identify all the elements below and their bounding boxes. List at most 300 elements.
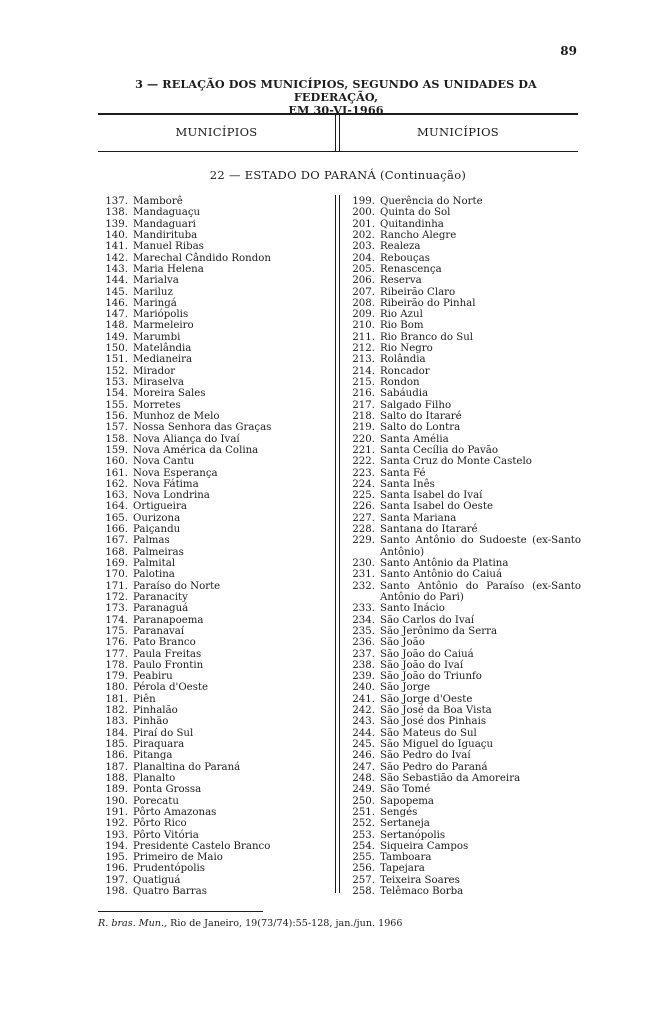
- municipality-name: Sertanópolis: [380, 829, 446, 841]
- municipality-entry: [345, 886, 581, 897]
- municipality-name: Renascença: [380, 263, 442, 275]
- municipality-entry: [98, 750, 330, 761]
- list-column-divider: [335, 195, 340, 893]
- municipality-entry: [345, 762, 581, 773]
- municipality-name: Quatiguá: [133, 874, 181, 886]
- entry-number: 154.: [105, 388, 128, 400]
- entry-number: 139.: [105, 218, 128, 230]
- municipality-entry: [98, 558, 330, 569]
- entry-number: 137.: [105, 196, 128, 207]
- entry-number: 226.: [352, 501, 375, 513]
- entry-number: 176.: [105, 637, 128, 649]
- municipality-entry: [98, 468, 330, 479]
- entry-number: 162.: [105, 478, 128, 490]
- municipality-entry: [345, 626, 581, 637]
- municipality-entry: [345, 264, 581, 275]
- municipality-name: Rondon: [380, 377, 420, 388]
- municipality-entry: [98, 762, 330, 773]
- entry-number: 225.: [352, 490, 375, 502]
- municipality-name: Paula Freitas: [133, 648, 202, 660]
- municipality-entry: [345, 513, 581, 524]
- municipality-entry: [98, 275, 330, 286]
- municipality-name: Presidente Castelo Branco: [133, 840, 271, 852]
- entry-number: 164.: [105, 501, 128, 513]
- municipality-name: Peabiru: [133, 671, 173, 683]
- municipality-entry: [345, 852, 581, 863]
- entry-number: 138.: [105, 207, 128, 219]
- municipality-entry: [345, 818, 581, 829]
- entry-number: 228.: [352, 524, 375, 536]
- municipality-name: Pinhalão: [133, 705, 178, 717]
- municipality-name: Santo Antônio do Sudoeste (ex-Santo Antônio): [380, 535, 581, 558]
- entry-number: 254.: [352, 840, 375, 852]
- municipality-entry: [98, 705, 330, 716]
- column-header-left: MUNICÍPIOS: [175, 125, 258, 139]
- entry-number: 246.: [352, 750, 375, 762]
- entry-number: 168.: [105, 546, 128, 558]
- municipality-name: São João do Ivaí: [380, 659, 464, 671]
- municipality-entry: [345, 682, 581, 693]
- municipality-name: Paranapoema: [133, 614, 204, 626]
- municipality-name: Paranaguá: [133, 603, 189, 615]
- municipality-entry: [98, 671, 330, 682]
- entry-number: 157.: [105, 422, 128, 434]
- municipality-entry: [98, 219, 330, 230]
- municipality-entry: [98, 253, 330, 264]
- municipality-name: Marechal Cândido Rondon: [133, 252, 271, 264]
- entry-number: 186.: [105, 750, 128, 762]
- municipality-entry: [345, 253, 581, 264]
- municipality-entry: [345, 490, 581, 501]
- municipality-entry: [98, 479, 330, 490]
- municipality-entry: [345, 671, 581, 682]
- municipality-name: Santo Antônio da Platina: [380, 558, 509, 569]
- entry-number: 222.: [352, 456, 375, 468]
- municipality-name: Sapopema: [380, 795, 434, 807]
- entry-number: 231.: [352, 569, 375, 581]
- entry-number: 229.: [352, 535, 375, 547]
- entry-number: 163.: [105, 490, 128, 502]
- municipality-entry: [345, 830, 581, 841]
- entry-number: 182.: [105, 705, 128, 717]
- municipality-entry: [345, 332, 581, 343]
- municipality-entry: [345, 615, 581, 626]
- municipality-name: Quinta do Sol: [380, 207, 451, 219]
- entry-number: 250.: [352, 795, 375, 807]
- municipality-name: Planaltina do Paraná: [133, 761, 241, 773]
- municipality-name: Realeza: [380, 241, 421, 253]
- municipality-name: Sertaneja: [380, 818, 430, 830]
- municipality-name: Marialva: [133, 275, 179, 287]
- municipality-name: São Pedro do Ivaí: [380, 750, 471, 762]
- municipality-name: Nova Cantu: [133, 456, 195, 468]
- municipality-name: Roncador: [380, 365, 430, 377]
- municipality-name: Primeiro de Maio: [133, 852, 223, 864]
- municipality-name: Santa Mariana: [380, 512, 457, 524]
- municipality-name: Planalto: [133, 772, 176, 784]
- entry-number: 249.: [352, 784, 375, 796]
- entry-number: 243.: [352, 716, 375, 728]
- entry-number: 257.: [352, 874, 375, 886]
- entry-number: 197.: [105, 874, 128, 886]
- municipality-name: São José da Boa Vista: [380, 705, 492, 717]
- municipality-name: Pôrto Rico: [133, 818, 187, 830]
- municipality-entry: [345, 287, 581, 298]
- municipality-name: Santa Isabel do Ivaí: [380, 490, 483, 502]
- municipality-name: São Jerônimo da Serra: [380, 625, 498, 637]
- entry-number: 236.: [352, 637, 375, 649]
- municipality-name: Quatro Barras: [133, 886, 207, 898]
- entry-number: 144.: [105, 275, 128, 287]
- entry-number: 174.: [105, 614, 128, 626]
- entry-number: 215.: [352, 377, 375, 388]
- entry-number: 221.: [352, 444, 375, 456]
- municipality-name: Tamboara: [380, 852, 432, 864]
- municipality-entry: [98, 841, 330, 852]
- municipality-name: Siqueira Campos: [380, 840, 469, 852]
- municipality-entry: [345, 275, 581, 286]
- municipality-name: Salgado Filho: [380, 399, 452, 411]
- municipality-entry: [98, 716, 330, 727]
- municipality-name: Morretes: [133, 399, 181, 411]
- municipality-name: Palmital: [133, 558, 176, 569]
- entry-number: 190.: [105, 795, 128, 807]
- entry-number: 223.: [352, 467, 375, 479]
- footnote-citation: Rio de Janeiro, 19(73/74):55-128, jan./jun. 1966: [170, 918, 403, 929]
- municipality-name: Maringá: [133, 297, 177, 309]
- entry-number: 156.: [105, 410, 128, 422]
- municipality-entry: [345, 773, 581, 784]
- municipality-entry: [98, 388, 330, 399]
- entry-number: 181.: [105, 693, 128, 705]
- entry-number: 252.: [352, 818, 375, 830]
- municipality-name: Paraíso do Norte: [133, 580, 221, 592]
- municipality-entry: [345, 501, 581, 512]
- municipality-entry: [345, 807, 581, 818]
- municipality-name: Santa Cecília do Pavão: [380, 444, 498, 456]
- entry-number: 203.: [352, 241, 375, 253]
- entry-number: 147.: [105, 309, 128, 321]
- municipality-entry: [98, 298, 330, 309]
- municipality-name: Paranavaí: [133, 625, 185, 637]
- municipality-entry: [345, 569, 581, 580]
- municipality-entry: [98, 377, 330, 388]
- entry-number: 220.: [352, 433, 375, 445]
- entry-number: 210.: [352, 320, 375, 332]
- municipality-name: Mamborê: [133, 196, 183, 207]
- entry-number: 201.: [352, 218, 375, 230]
- municipality-name: Tapejara: [380, 863, 425, 875]
- entry-number: 208.: [352, 297, 375, 309]
- entry-number: 202.: [352, 229, 375, 241]
- entry-number: 140.: [105, 229, 128, 241]
- header-bottom-rule: [98, 151, 578, 152]
- municipality-name: Santa Cruz do Monte Castelo: [380, 456, 532, 468]
- municipality-entry: [98, 264, 330, 275]
- municipality-entry: [98, 886, 330, 897]
- entry-number: 143.: [105, 263, 128, 275]
- municipality-entry: [345, 388, 581, 399]
- entry-number: 213.: [352, 354, 375, 366]
- municipality-entry: [345, 841, 581, 852]
- municipality-entry: [98, 649, 330, 660]
- municipality-list-left: [98, 196, 330, 897]
- municipality-entry: [345, 196, 581, 207]
- entry-number: 161.: [105, 467, 128, 479]
- municipality-name: São Sebastião da Amoreira: [380, 772, 521, 784]
- entry-number: 175.: [105, 625, 128, 637]
- municipality-name: Matelândia: [133, 343, 192, 355]
- municipality-name: Prudentópolis: [133, 863, 206, 875]
- footnote-rule: [98, 911, 263, 912]
- municipality-name: Manuel Ribas: [133, 241, 204, 253]
- entry-number: 180.: [105, 682, 128, 694]
- municipality-name: Marmeleiro: [133, 320, 194, 332]
- municipality-name: Pôrto Amazonas: [133, 806, 217, 818]
- municipality-entry: [98, 694, 330, 705]
- municipality-entry: [345, 728, 581, 739]
- municipality-name: Moreira Sales: [133, 388, 206, 400]
- municipality-name: Santana do Itararé: [380, 524, 478, 536]
- municipality-name: São Miguel do Iguaçu: [380, 739, 494, 750]
- entry-number: 218.: [352, 410, 375, 422]
- municipality-entry: [345, 660, 581, 671]
- municipality-name: Nova Esperança: [133, 467, 218, 479]
- municipality-name: Ortigueira: [133, 501, 187, 513]
- municipality-entry: [98, 863, 330, 874]
- page-title: [96, 78, 576, 117]
- municipality-entry: [345, 400, 581, 411]
- municipality-entry: [98, 196, 330, 207]
- municipality-entry: [98, 807, 330, 818]
- entry-number: 187.: [105, 761, 128, 773]
- state-heading: 22 — ESTADO DO PARANÁ (Continuação): [209, 168, 467, 182]
- municipality-entry: [345, 366, 581, 377]
- municipality-name: Ourizona: [133, 512, 181, 524]
- entry-number: 239.: [352, 671, 375, 683]
- municipality-entry: [345, 581, 581, 604]
- municipality-entry: [98, 287, 330, 298]
- entry-number: 158.: [105, 433, 128, 445]
- entry-number: 160.: [105, 456, 128, 468]
- municipality-entry: [98, 354, 330, 365]
- municipality-entry: [98, 875, 330, 886]
- entry-number: 148.: [105, 320, 128, 332]
- entry-number: 206.: [352, 275, 375, 287]
- municipality-name: Piraquara: [133, 739, 185, 750]
- municipality-name: Marumbi: [133, 331, 181, 343]
- municipality-name: Sengés: [380, 806, 418, 818]
- entry-number: 173.: [105, 603, 128, 615]
- entry-number: 214.: [352, 365, 375, 377]
- entry-number: 217.: [352, 399, 375, 411]
- municipality-entry: [345, 535, 581, 558]
- municipality-entry: [98, 581, 330, 592]
- municipality-name: São Tomé: [380, 784, 431, 796]
- entry-number: 170.: [105, 569, 128, 581]
- municipality-name: Piraí do Sul: [133, 727, 194, 739]
- municipality-entry: [98, 241, 330, 252]
- municipality-entry: [345, 456, 581, 467]
- entry-number: 200.: [352, 207, 375, 219]
- municipality-name: São João: [380, 637, 425, 649]
- municipality-entry: [345, 705, 581, 716]
- municipality-entry: [98, 501, 330, 512]
- municipality-name: Rio Azul: [380, 309, 423, 321]
- municipality-entry: [98, 230, 330, 241]
- municipality-entry: [345, 637, 581, 648]
- entry-number: 244.: [352, 727, 375, 739]
- municipality-name: Miraselva: [133, 377, 184, 388]
- entry-number: 237.: [352, 648, 375, 660]
- municipality-entry: [98, 637, 330, 648]
- entry-number: 155.: [105, 399, 128, 411]
- municipality-name: Nossa Senhora das Graças: [133, 422, 272, 434]
- municipality-name: Santa Amélia: [380, 433, 449, 445]
- municipality-entry: [98, 445, 330, 456]
- entry-number: 198.: [105, 886, 128, 898]
- municipality-name: Pitanga: [133, 750, 173, 762]
- municipality-entry: [345, 558, 581, 569]
- municipality-name: Rancho Alegre: [380, 229, 457, 241]
- municipality-entry: [345, 716, 581, 727]
- entry-number: 204.: [352, 252, 375, 264]
- entry-number: 159.: [105, 444, 128, 456]
- municipality-name: São Jorge: [380, 682, 431, 694]
- municipality-name: Santa Fé: [380, 467, 426, 479]
- entry-number: 167.: [105, 535, 128, 547]
- municipality-entry: [345, 309, 581, 320]
- municipality-entry: [345, 343, 581, 354]
- entry-number: 233.: [352, 603, 375, 615]
- municipality-name: Mandaguari: [133, 218, 196, 230]
- municipality-name: Querência do Norte: [380, 196, 483, 207]
- municipality-name: São João do Triunfo: [380, 671, 482, 683]
- municipality-entry: [345, 354, 581, 365]
- municipality-entry: [98, 547, 330, 558]
- municipality-name: Mandaguaçu: [133, 207, 201, 219]
- municipality-entry: [98, 773, 330, 784]
- entry-number: 179.: [105, 671, 128, 683]
- entry-number: 153.: [105, 377, 128, 388]
- municipality-name: Telêmaco Borba: [380, 886, 464, 898]
- municipality-name: Santa Inês: [380, 478, 435, 490]
- entry-number: 238.: [352, 659, 375, 671]
- municipality-name: Nova Aliança do Ivaí: [133, 433, 240, 445]
- entry-number: 194.: [105, 840, 128, 852]
- municipality-entry: [98, 524, 330, 535]
- municipality-name: Salto do Itararé: [380, 410, 462, 422]
- municipality-name: Munhoz de Melo: [133, 410, 220, 422]
- municipality-entry: [98, 207, 330, 218]
- municipality-name: Paranacity: [133, 591, 188, 603]
- entry-number: 152.: [105, 365, 128, 377]
- municipality-name: Ribeirão Claro: [380, 286, 456, 298]
- entry-number: 189.: [105, 784, 128, 796]
- municipality-name: Rio Bom: [380, 320, 424, 332]
- municipality-name: Pérola d'Oeste: [133, 682, 209, 694]
- municipality-name: Ponta Grossa: [133, 784, 202, 796]
- municipality-entry: [98, 513, 330, 524]
- municipality-entry: [98, 309, 330, 320]
- entry-number: 142.: [105, 252, 128, 264]
- municipality-name: Teixeira Soares: [380, 874, 460, 886]
- entry-number: 165.: [105, 512, 128, 524]
- municipality-name: Pôrto Vitória: [133, 829, 199, 841]
- entry-number: 232.: [352, 580, 375, 592]
- footnote: [98, 918, 403, 929]
- municipality-list-right: [345, 196, 581, 897]
- entry-number: 209.: [352, 309, 375, 321]
- municipality-entry: [345, 411, 581, 422]
- municipality-entry: [345, 649, 581, 660]
- entry-number: 212.: [352, 343, 375, 355]
- entry-number: 171.: [105, 580, 128, 592]
- municipality-name: São Mateus do Sul: [380, 727, 477, 739]
- municipality-name: Paiçandu: [133, 524, 181, 536]
- municipality-entry: [98, 784, 330, 795]
- municipality-name: São João do Caiuá: [380, 648, 474, 660]
- municipality-entry: [98, 728, 330, 739]
- municipality-entry: [98, 535, 330, 546]
- municipality-entry: [345, 784, 581, 795]
- municipality-name: Santo Inácio: [380, 603, 445, 615]
- municipality-entry: [98, 400, 330, 411]
- entry-number: 199.: [352, 196, 375, 207]
- municipality-name: Rio Branco do Sul: [380, 331, 474, 343]
- page-number: 89: [560, 44, 577, 58]
- municipality-entry: [345, 320, 581, 331]
- municipality-entry: [98, 626, 330, 637]
- entry-number: 230.: [352, 558, 375, 569]
- entry-number: 234.: [352, 614, 375, 626]
- entry-number: 248.: [352, 772, 375, 784]
- municipality-name: São José dos Pinhais: [380, 716, 487, 728]
- municipality-entry: [98, 615, 330, 626]
- municipality-entry: [345, 298, 581, 309]
- municipality-name: Rolândia: [380, 354, 426, 366]
- municipality-entry: [98, 682, 330, 693]
- municipality-entry: [345, 241, 581, 252]
- entry-number: 151.: [105, 354, 128, 366]
- entry-number: 219.: [352, 422, 375, 434]
- municipality-entry: [98, 456, 330, 467]
- municipality-entry: [98, 332, 330, 343]
- entry-number: 146.: [105, 297, 128, 309]
- entry-number: 172.: [105, 591, 128, 603]
- municipality-name: Pato Branco: [133, 637, 196, 649]
- municipality-entry: [345, 739, 581, 750]
- municipality-name: Mirador: [133, 365, 176, 377]
- municipality-entry: [345, 377, 581, 388]
- entry-number: 183.: [105, 716, 128, 728]
- municipality-name: Rebouças: [380, 252, 430, 264]
- municipality-entry: [98, 320, 330, 331]
- municipality-entry: [345, 479, 581, 490]
- municipality-entry: [345, 694, 581, 705]
- municipality-name: Piên: [133, 693, 156, 705]
- entry-number: 192.: [105, 818, 128, 830]
- entry-number: 256.: [352, 863, 375, 875]
- municipality-name: Nova América da Colina: [133, 444, 259, 456]
- title-line-2: EM 30-VI-1966: [288, 103, 384, 117]
- entry-number: 193.: [105, 829, 128, 841]
- entry-number: 235.: [352, 625, 375, 637]
- entry-number: 141.: [105, 241, 128, 253]
- municipality-name: Santo Antônio do Paraíso (ex-Santo Antônio do Pari): [380, 580, 581, 603]
- entry-number: 240.: [352, 682, 375, 694]
- municipality-entry: [98, 366, 330, 377]
